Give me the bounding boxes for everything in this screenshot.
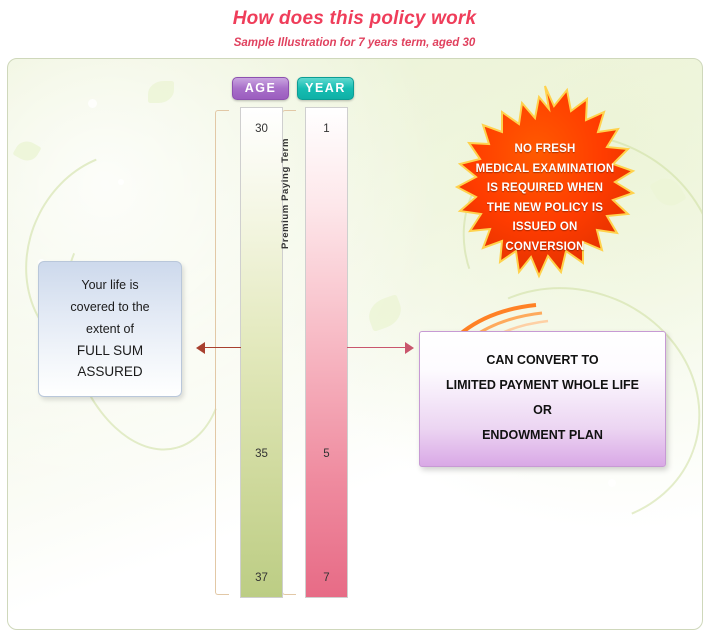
age-bottom-value: 37 [255,572,268,584]
dot-decoration-icon [118,179,124,185]
age-mid-value: 35 [255,448,268,460]
conversion-line-1: CAN CONVERT TO [486,353,599,367]
starburst-text [440,140,650,257]
year-mid-value: 5 [323,448,330,460]
premium-paying-term-label: Premium Paying Term [280,137,291,249]
conversion-line-2: LIMITED PAYMENT WHOLE LIFE [445,378,640,392]
coverage-line-5: ASSURED [77,364,143,379]
burst-line-4: THE NEW POLICY IS [486,201,604,214]
age-legend-pill: AGE [232,77,289,100]
coverage-line-4: FULL SUM [76,343,144,358]
year-bar [305,107,348,598]
dot-decoration-icon [88,99,97,108]
page-title: How does this policy work [232,8,477,29]
coverage-line-2: covered to the [70,300,150,314]
leaf-decoration-icon [364,294,406,332]
header [0,0,709,58]
dot-decoration-icon [608,479,616,487]
conversion-info-box [419,331,666,467]
year-top-value: 1 [323,123,330,135]
coverage-line-1: Your life is [81,278,139,292]
burst-line-5: ISSUED ON [512,221,578,233]
left-arrow-head-icon [196,342,205,354]
page-subtitle: Sample Illustration for 7 years term, aged 30 [233,37,476,49]
age-bracket [215,110,229,595]
year-bottom-value: 7 [323,572,330,584]
coverage-line-3: extent of [86,322,134,336]
conversion-line-3: OR [533,403,552,417]
age-top-value: 30 [255,123,268,135]
age-bar [240,107,283,598]
burst-line-3: IS REQUIRED WHEN [486,182,604,194]
burst-line-1: NO FRESH [514,143,576,155]
coverage-info-box [38,261,182,397]
left-arrow-line [204,347,241,348]
burst-line-6: CONVERSION [505,240,585,253]
diagram-canvas [7,58,703,630]
year-legend-pill: YEAR [297,77,354,100]
burst-line-2: MEDICAL EXAMINATION [475,162,615,175]
starburst-callout [440,84,650,304]
leaf-decoration-icon [148,81,174,103]
leaf-decoration-icon [12,137,41,165]
conversion-line-4: ENDOWMENT PLAN [482,428,603,442]
right-arrow-line [347,347,405,348]
